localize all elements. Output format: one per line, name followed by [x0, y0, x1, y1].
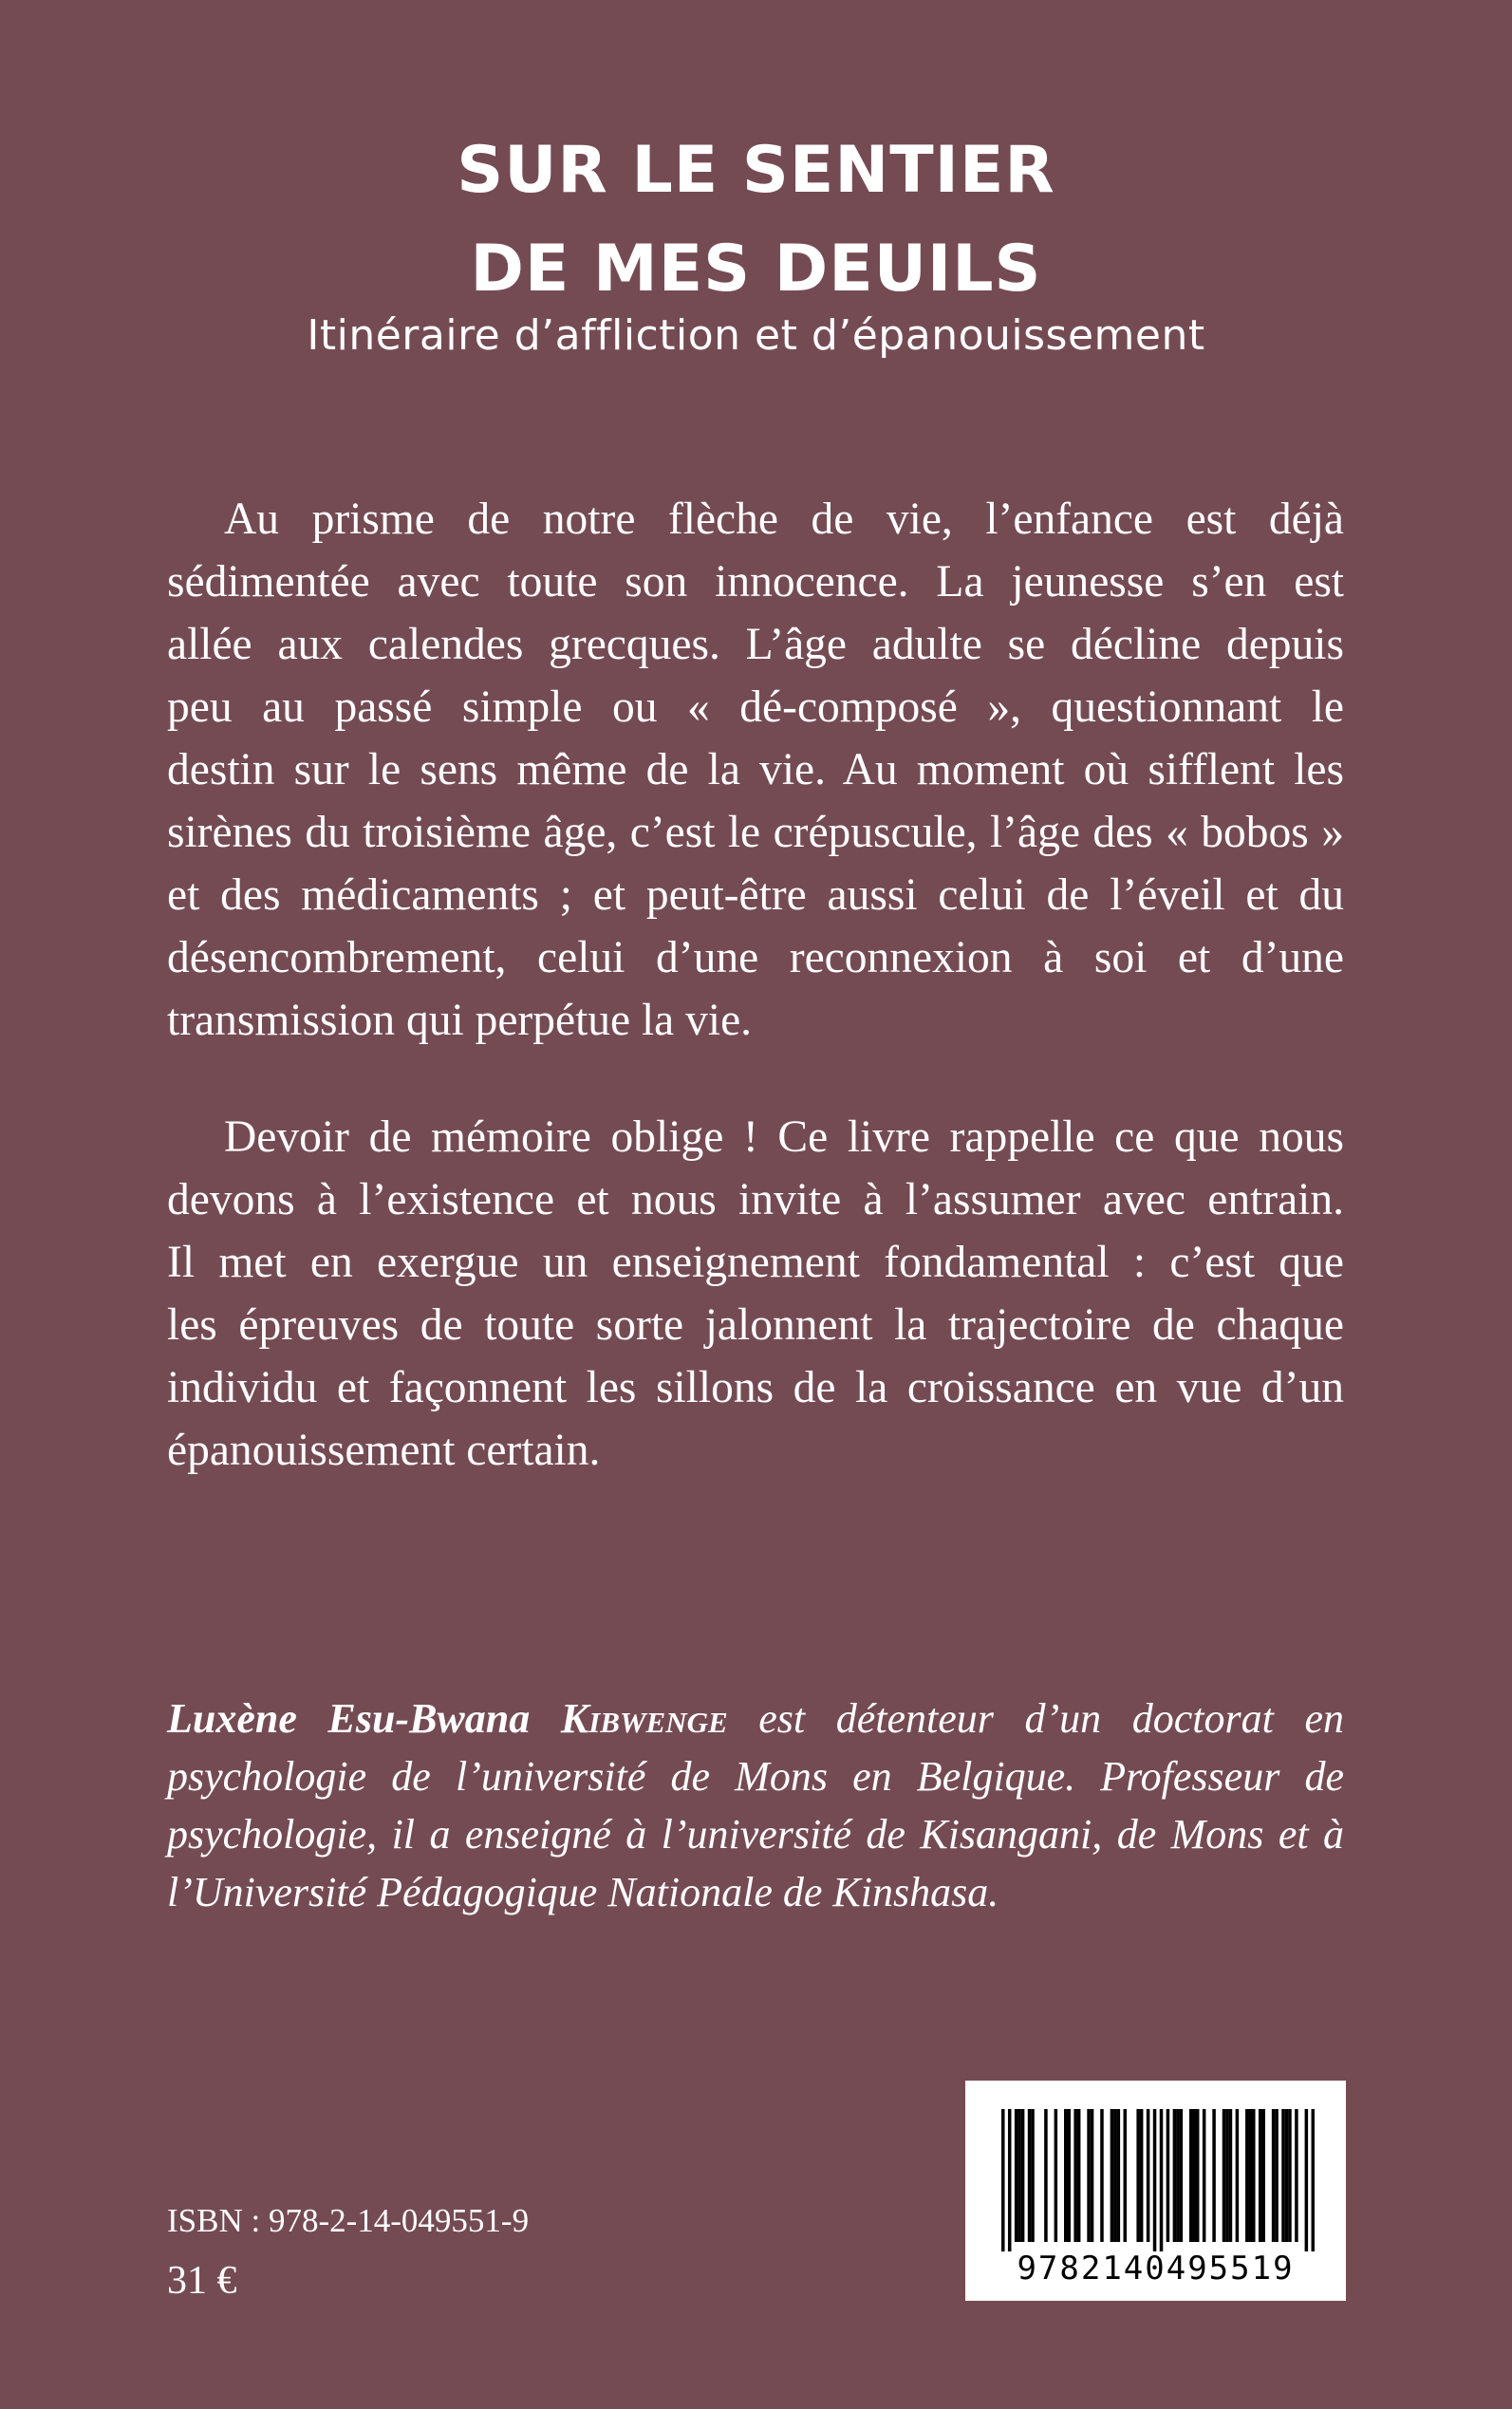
- author-bio-text: est détenteur d’un doctorat en: [727, 1695, 1344, 1742]
- barcode-bar: [1021, 2109, 1025, 2242]
- barcode-bar: [1077, 2109, 1081, 2242]
- barcode-bar: [1028, 2109, 1032, 2242]
- barcode-bar: [1001, 2109, 1005, 2251]
- price: 31 €: [167, 2259, 237, 2303]
- blurb-line: individu et façonnent les sillons de la croissance en vue d’un: [167, 1363, 1344, 1412]
- barcode-bar: [1140, 2109, 1144, 2242]
- barcode-bar: [1167, 2109, 1170, 2242]
- barcode-bar: [1073, 2109, 1077, 2242]
- book-title: [0, 121, 1512, 319]
- blurb-line: devons à l’existence et nous invite à l’assumer avec entrain.: [167, 1175, 1344, 1224]
- blurb-paragraph-1: [167, 488, 1344, 1052]
- barcode-bar: [1111, 2109, 1114, 2242]
- author-family-name: Kibwenge: [560, 1695, 728, 1742]
- author-bio-line: psychologie, il a enseigné à l’université de Kisangani, de Mons et à: [167, 1811, 1344, 1858]
- barcode-bar: [1203, 2109, 1206, 2242]
- barcode-bar: [1229, 2109, 1233, 2242]
- barcode-bar: [1100, 2109, 1104, 2242]
- barcode-bar: [1275, 2109, 1279, 2242]
- blurb-paragraph-2: [167, 1106, 1344, 1482]
- barcode-bar: [1261, 2109, 1265, 2242]
- blurb-line: les épreuves de toute sorte jalonnent la trajectoire de chaque: [167, 1300, 1344, 1350]
- blurb-line: peu au passé simple ou « dé-composé », questionnant le: [167, 682, 1344, 732]
- blurb-line: Devoir de mémoire oblige ! Ce livre rappelle ce que nous: [224, 1112, 1344, 1162]
- barcode-bar: [1192, 2109, 1196, 2242]
- barcode-bar: [1212, 2109, 1216, 2242]
- blurb-line: épanouissement certain.: [167, 1426, 601, 1475]
- blurb-line: destin sur le sens même de la vie. Au moment où sifflent les: [167, 745, 1344, 794]
- blurb-line: sédimentée avec toute son innocence. La jeunesse s’en est: [167, 557, 1344, 607]
- blurb-line: et des médicaments ; et peut-être aussi celui de l’éveil et du: [167, 870, 1344, 920]
- author-bio-line: l’Université Pédagogique Nationale de Kinshasa.: [167, 1869, 999, 1915]
- barcode-bar: [1113, 2109, 1117, 2242]
- barcode-bar: [1017, 2109, 1021, 2242]
- barcode-bar: [1153, 2109, 1157, 2251]
- barcode-bar: [1044, 2109, 1048, 2242]
- barcode-bar: [1272, 2109, 1276, 2242]
- barcode-bar: [1087, 2109, 1091, 2242]
- barcode-bar: [1008, 2109, 1012, 2251]
- barcode-bar: [1147, 2109, 1150, 2242]
- blurb-line: sirènes du troisième âge, c’est le crépuscule, l’âge des « bobos »: [167, 808, 1344, 857]
- barcode-bar: [1312, 2109, 1315, 2251]
- barcode-bar: [1285, 2109, 1289, 2242]
- barcode-bar: [1173, 2109, 1177, 2242]
- barcode-bar: [1249, 2109, 1253, 2242]
- blurb-line: transmission qui perpétue la vie.: [167, 996, 753, 1045]
- barcode-bar: [1117, 2109, 1121, 2242]
- book-subtitle: Itinéraire d’affliction et d’épanouissement: [307, 311, 1205, 360]
- author-bio-line: [167, 1690, 1344, 1747]
- barcode-bar: [1176, 2109, 1180, 2242]
- barcode-bar: [1160, 2109, 1164, 2251]
- barcode-bar: [1196, 2109, 1200, 2242]
- blurb-line: allée aux calendes grecques. L’âge adulte se décline depuis: [167, 620, 1344, 669]
- barcode-bar: [1281, 2109, 1285, 2242]
- author-given-name: Luxène Esu-Bwana: [167, 1695, 561, 1742]
- barcode-bar: [1259, 2109, 1262, 2242]
- barcode-digits: 9782140495519: [1017, 2250, 1295, 2288]
- author-bio: [167, 1690, 1344, 1921]
- blurb-line: Au prisme de notre flèche de vie, l’enfance est déjà: [224, 495, 1344, 544]
- barcode: [965, 2081, 1346, 2301]
- barcode-bar: [1236, 2109, 1240, 2242]
- barcode-bar: [1031, 2109, 1035, 2242]
- barcode-bar: [1067, 2109, 1071, 2242]
- barcode-bar: [1223, 2109, 1226, 2242]
- barcode-bars: [1001, 2109, 1315, 2251]
- barcode-bar: [1064, 2109, 1068, 2242]
- barcode-bar: [1225, 2109, 1229, 2242]
- barcode-bar: [1305, 2109, 1309, 2251]
- isbn: ISBN : 978-2-14-049551-9: [167, 2202, 530, 2239]
- barcode-bar: [1180, 2109, 1184, 2242]
- barcode-bar: [1136, 2109, 1140, 2242]
- title-line-2: DE MES DEUILS: [470, 232, 1042, 307]
- barcode-bar: [1124, 2109, 1128, 2242]
- title-line-1: SUR LE SENTIER: [457, 133, 1055, 208]
- barcode-bar: [1252, 2109, 1256, 2242]
- barcode-bar: [1245, 2109, 1249, 2242]
- barcode-bar: [1055, 2109, 1058, 2242]
- author-bio-line: psychologie de l’université de Mons en Belgique. Professeur de: [167, 1753, 1344, 1800]
- barcode-bar: [1295, 2109, 1298, 2242]
- blurb-line: désencombrement, celui d’une reconnexion à soi et d’une: [167, 933, 1344, 982]
- barcode-bar: [1015, 2109, 1018, 2242]
- barcode-bar: [1091, 2109, 1094, 2242]
- barcode-bar: [1189, 2109, 1193, 2242]
- blurb-line: Il met en exergue un enseignement fondamental : c’est que: [167, 1238, 1344, 1287]
- barcode-bar: [1288, 2109, 1292, 2242]
